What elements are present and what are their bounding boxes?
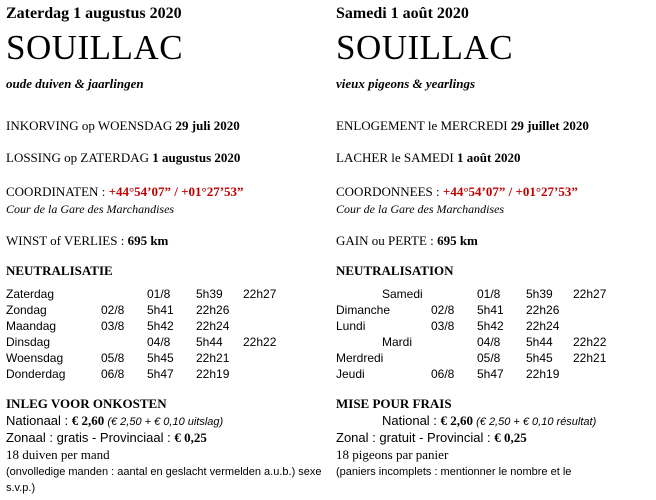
row-sunset: 22h21 bbox=[196, 351, 230, 365]
release-label: LACHER le SAMEDI bbox=[336, 150, 457, 165]
row-day: Maandag bbox=[6, 319, 57, 333]
row-start-date: 05/8 bbox=[101, 351, 125, 365]
row-sunrise: 5h41 bbox=[477, 303, 504, 317]
coordinates-label: COORDONNEES : bbox=[336, 184, 443, 199]
coordinates-line bbox=[336, 184, 578, 200]
row-day: Zondag bbox=[6, 303, 47, 317]
row-day: Lundi bbox=[336, 319, 366, 333]
fee-national-line bbox=[6, 413, 223, 429]
neutralisation-row bbox=[6, 350, 326, 366]
release-address: Cour de la Gare des Marchandises bbox=[6, 202, 175, 216]
row-sunrise: 5h44 bbox=[526, 335, 553, 349]
race-place: SOUILLAC bbox=[336, 28, 514, 67]
basketing-label: INKORVING op WOENSDAG bbox=[6, 118, 176, 133]
distance-value: 695 km bbox=[127, 233, 169, 248]
coordinates-value: +44°54’07” / +01°27’53” bbox=[108, 184, 244, 199]
row-sunset: 22h21 bbox=[573, 351, 607, 365]
row-day: Zaterdag bbox=[6, 287, 55, 301]
basketing-label: ENLOGEMENT le MERCREDI bbox=[336, 118, 511, 133]
row-start-date: 06/8 bbox=[101, 367, 125, 381]
row-sunrise: 5h45 bbox=[526, 351, 553, 365]
neutralisation-row bbox=[6, 302, 326, 318]
row-start-date: 02/8 bbox=[101, 303, 125, 317]
incomplete-hamper-note: (onvolledige manden : aantal en geslacht vermelden a.u.b.) sexe s.v.p.) bbox=[6, 466, 322, 494]
row-sunset: 22h24 bbox=[526, 319, 560, 333]
fee-zonal-line bbox=[336, 430, 527, 446]
row-end-date: 04/8 bbox=[477, 335, 501, 349]
basketing-line bbox=[336, 118, 589, 134]
fee-zonal-label: Zonaal : gratis - Provinciaal : bbox=[6, 430, 175, 445]
neutralisation-row bbox=[6, 334, 326, 350]
race-date: Zaterdag 1 augustus 2020 bbox=[6, 5, 182, 22]
row-sunset: 22h19 bbox=[526, 367, 560, 381]
distance-label: GAIN ou PERTE : bbox=[336, 233, 438, 248]
fee-national-label: National : bbox=[382, 413, 441, 428]
fee-national-value: € 2,60 bbox=[71, 413, 105, 428]
release-line bbox=[6, 150, 240, 166]
row-end-date: 05/8 bbox=[477, 351, 501, 365]
distance-line bbox=[336, 233, 478, 249]
fee-zonal-value: € 0,25 bbox=[494, 430, 527, 445]
row-sunset: 22h26 bbox=[196, 303, 230, 317]
row-end-date: 01/8 bbox=[477, 287, 501, 301]
fee-zonal-line bbox=[6, 430, 207, 446]
neutralisation-row bbox=[6, 318, 326, 334]
neutralisation-title: NEUTRALISATION bbox=[336, 263, 454, 278]
fee-national-line bbox=[382, 413, 596, 429]
basketing-date: 29 juillet 2020 bbox=[510, 118, 589, 133]
row-sunset: 22h22 bbox=[243, 335, 277, 349]
row-sunset: 22h24 bbox=[196, 319, 230, 333]
row-sunrise: 5h45 bbox=[147, 351, 174, 365]
basketing-date: 29 juli 2020 bbox=[175, 118, 240, 133]
release-line bbox=[336, 150, 521, 166]
release-date: 1 augustus 2020 bbox=[152, 150, 241, 165]
row-sunrise: 5h42 bbox=[477, 319, 504, 333]
fee-title: MISE POUR FRAIS bbox=[336, 396, 452, 411]
neutralisation-row bbox=[336, 286, 646, 302]
neutralisation-row bbox=[336, 366, 646, 382]
race-category: vieux pigeons & yearlings bbox=[336, 76, 476, 91]
row-sunset: 22h22 bbox=[573, 335, 607, 349]
distance-value: 695 km bbox=[437, 233, 478, 248]
row-start-date: 02/8 bbox=[431, 303, 455, 317]
incomplete-hamper-note: (paniers incomplets : mentionner le nombre et le bbox=[336, 466, 572, 478]
row-sunrise: 5h39 bbox=[196, 287, 223, 301]
row-sunset: 22h27 bbox=[573, 287, 607, 301]
fee-national-label: Nationaal : bbox=[6, 413, 72, 428]
neutralisation-row bbox=[336, 302, 646, 318]
neutralisation-row bbox=[336, 350, 646, 366]
row-day: Jeudi bbox=[336, 367, 365, 381]
release-label: LOSSING op ZATERDAG bbox=[6, 150, 153, 165]
row-day: Dinsdag bbox=[6, 335, 51, 349]
row-sunrise: 5h44 bbox=[196, 335, 223, 349]
row-sunrise: 5h39 bbox=[526, 287, 553, 301]
race-category: oude duiven & jaarlingen bbox=[6, 76, 144, 91]
row-sunrise: 5h41 bbox=[147, 303, 174, 317]
fee-national-detail: (€ 2,50 + € 0,10 résultat) bbox=[473, 416, 597, 428]
row-day: Dimanche bbox=[336, 303, 391, 317]
row-start-date: 06/8 bbox=[431, 367, 455, 381]
row-day: Samedi bbox=[382, 287, 423, 301]
row-day: Merdredi bbox=[336, 351, 384, 365]
row-sunset: 22h19 bbox=[196, 367, 230, 381]
birds-per-hamper: 18 pigeons par panier bbox=[336, 447, 449, 462]
neutralisation-row bbox=[6, 286, 326, 302]
row-start-date: 03/8 bbox=[431, 319, 455, 333]
row-end-date: 01/8 bbox=[147, 287, 171, 301]
neutralisation-row bbox=[336, 318, 646, 334]
fee-title: INLEG VOOR ONKOSTEN bbox=[6, 396, 167, 411]
release-address: Cour de la Gare des Marchandises bbox=[336, 202, 505, 216]
fee-zonal-label: Zonal : gratuit - Provincial : bbox=[336, 430, 495, 445]
row-day: Woensdag bbox=[6, 351, 64, 365]
distance-line bbox=[6, 233, 168, 249]
release-date: 1 août 2020 bbox=[456, 150, 521, 165]
row-day: Donderdag bbox=[6, 367, 66, 381]
row-sunrise: 5h47 bbox=[477, 367, 504, 381]
birds-per-hamper: 18 duiven per mand bbox=[6, 447, 110, 462]
distance-label: WINST of VERLIES : bbox=[6, 233, 128, 248]
basketing-line bbox=[6, 118, 240, 134]
coordinates-label: COORDINATEN : bbox=[6, 184, 109, 199]
neutralisation-title: NEUTRALISATIE bbox=[6, 263, 113, 278]
row-day: Mardi bbox=[382, 335, 413, 349]
row-start-date: 03/8 bbox=[101, 319, 125, 333]
race-date: Samedi 1 août 2020 bbox=[336, 5, 469, 22]
coordinates-line bbox=[6, 184, 244, 200]
row-sunrise: 5h47 bbox=[147, 367, 174, 381]
neutralisation-row bbox=[6, 366, 326, 382]
row-sunset: 22h27 bbox=[243, 287, 277, 301]
coordinates-value: +44°54’07” / +01°27’53” bbox=[442, 184, 578, 199]
fee-zonal-value: € 0,25 bbox=[174, 430, 207, 445]
neutralisation-row bbox=[336, 334, 646, 350]
row-end-date: 04/8 bbox=[147, 335, 171, 349]
fee-national-value: € 2,60 bbox=[440, 413, 474, 428]
row-sunset: 22h26 bbox=[526, 303, 560, 317]
row-sunrise: 5h42 bbox=[147, 319, 174, 333]
race-place: SOUILLAC bbox=[6, 28, 184, 67]
fee-national-detail: (€ 2,50 + € 0,10 uitslag) bbox=[104, 416, 224, 428]
